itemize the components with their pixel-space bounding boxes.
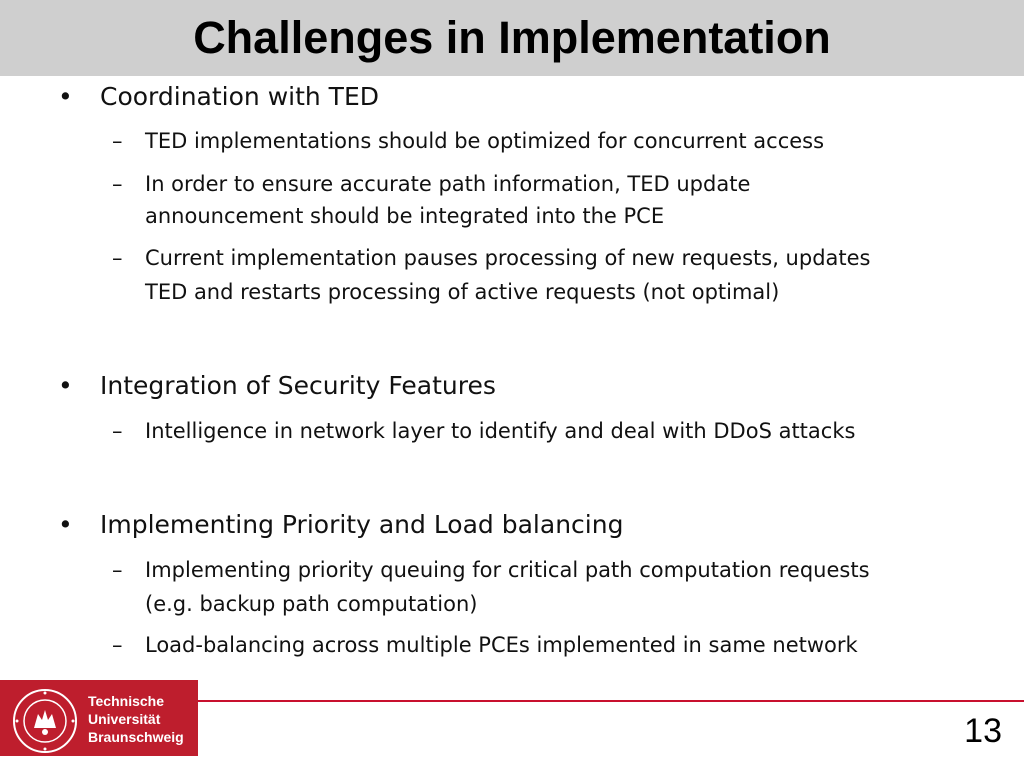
sub-bullet (112, 167, 751, 201)
sub-bullet (112, 628, 858, 662)
sub-text: Load-balancing across multiple PCEs implemented in same network (145, 633, 858, 657)
sub-bullet-continuation (145, 587, 477, 621)
sub-text: announcement should be integrated into the PCE (145, 204, 665, 228)
bullet-text: Integration of Security Features (100, 371, 496, 400)
logo-line-1: Technische (88, 693, 164, 709)
sub-dash: – (112, 633, 123, 657)
page-number: 13 (964, 712, 1002, 750)
logo-line-2: Universität (88, 711, 161, 727)
bullet-dot: • (58, 82, 73, 111)
bullet-security (58, 369, 496, 403)
sub-bullet (112, 553, 870, 587)
logo-wordmark (88, 692, 184, 746)
sub-text: TED and restarts processing of active requests (not optimal) (145, 280, 780, 304)
sub-text: TED implementations should be optimized for concurrent access (145, 129, 825, 153)
footer-divider (198, 700, 1024, 702)
sub-dash: – (112, 129, 123, 153)
sub-bullet (112, 414, 856, 448)
bullet-text: Coordination with TED (100, 82, 380, 111)
sub-dash: – (112, 419, 123, 443)
bullet-dot: • (58, 371, 73, 400)
sub-bullet-continuation (145, 275, 779, 309)
sub-bullet-continuation (145, 199, 664, 233)
bullet-coordination (58, 80, 380, 114)
slide-title: Challenges in Implementation (193, 12, 831, 63)
sub-text: (e.g. backup path computation) (145, 592, 478, 616)
university-seal-icon (12, 688, 78, 754)
sub-dash: – (112, 246, 123, 270)
sub-dash: – (112, 558, 123, 582)
sub-text: Current implementation pauses processing of new requests, updates (145, 246, 871, 270)
logo-line-3: Braunschweig (88, 729, 184, 745)
sub-text: Intelligence in network layer to identify and deal with DDoS attacks (145, 419, 856, 443)
sub-text: Implementing priority queuing for critical path computation requests (145, 558, 870, 582)
sub-bullet (112, 241, 871, 275)
bullet-text: Implementing Priority and Load balancing (100, 510, 624, 539)
bullet-dot: • (58, 510, 73, 539)
sub-text: In order to ensure accurate path information, TED update (145, 172, 751, 196)
sub-dash: – (112, 172, 123, 196)
sub-bullet (112, 124, 825, 158)
bullet-priority (58, 508, 624, 542)
